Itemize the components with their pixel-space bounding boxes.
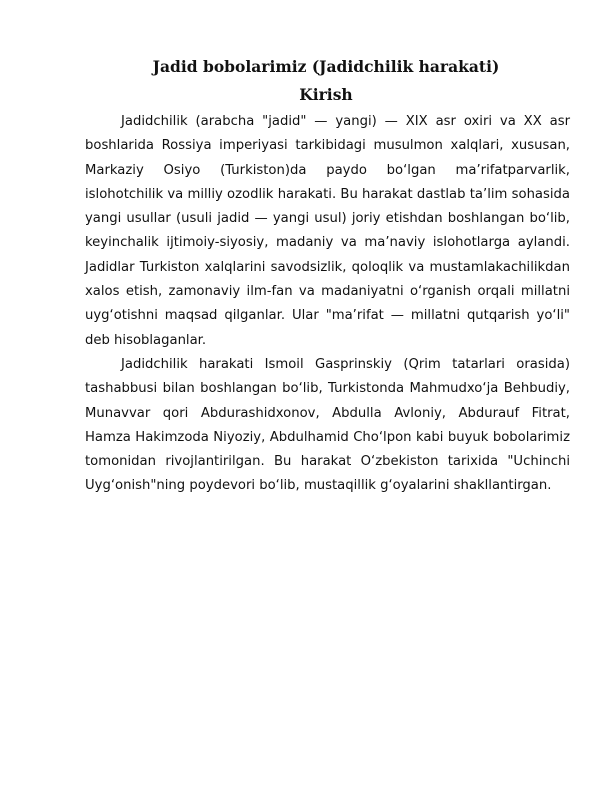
paragraph-intro: Jadidchilik (arabcha "jadid" — yangi) — XIX asr oxiri va XX asr boshlarida Rossiya imperiyasi tarkibidagi musulmon xalqlari, xususan, Markaziy Osiyo (Turkiston)da paydo bo‘lgan ma’rifatparvarlik, islohotchilik va milliy ozodlik harakati. Bu harakat dastlab ta’lim sohasida yangi usullar (usuli jadid — yangi usul) joriy etishdan boshlangan bo‘lib, keyinchalik ijtimoiy-siyosiy, madaniy va ma’naviy islohotlarga aylandi. Jadidlar Turkiston xalqlarini savodsizlik, qoloqlik va mustamlakachilikdan xalos etish, zamonaviy ilm-fan va madaniyatni o‘rganish orqali millatni uyg‘otishni maqsad qilganlar. Ular "ma’rifat — millatni qutqarish yo‘li" deb hisoblaganlar. xyxy=(85,114,570,348)
section-heading: Kirish xyxy=(299,85,353,104)
document-title: Jadid bobolarimiz (Jadidchilik harakati) xyxy=(152,57,500,76)
paragraph-founders: Jadidchilik harakati Ismoil Gasprinskiy (Qrim tatarlari orasida) tashabbusi bilan boshlangan bo‘lib, Turkistonda Mahmudxo‘ja Behbudiy, Munavvar qori Abdurashidxonov, Abdulla Avloniy, Abdurauf Fitrat, Hamza Hakimzoda Niyoziy, Abdulhamid Cho‘lpon kabi buyuk bobolarimiz tomonidan rivojlantirilgan. Bu harakat O‘zbekiston tarixida "Uchinchi Uyg‘onish"ning poydevori bo‘lib, mustaqillik g‘oyalarini shakllantirgan. xyxy=(85,356,570,494)
document-body xyxy=(85,110,570,499)
